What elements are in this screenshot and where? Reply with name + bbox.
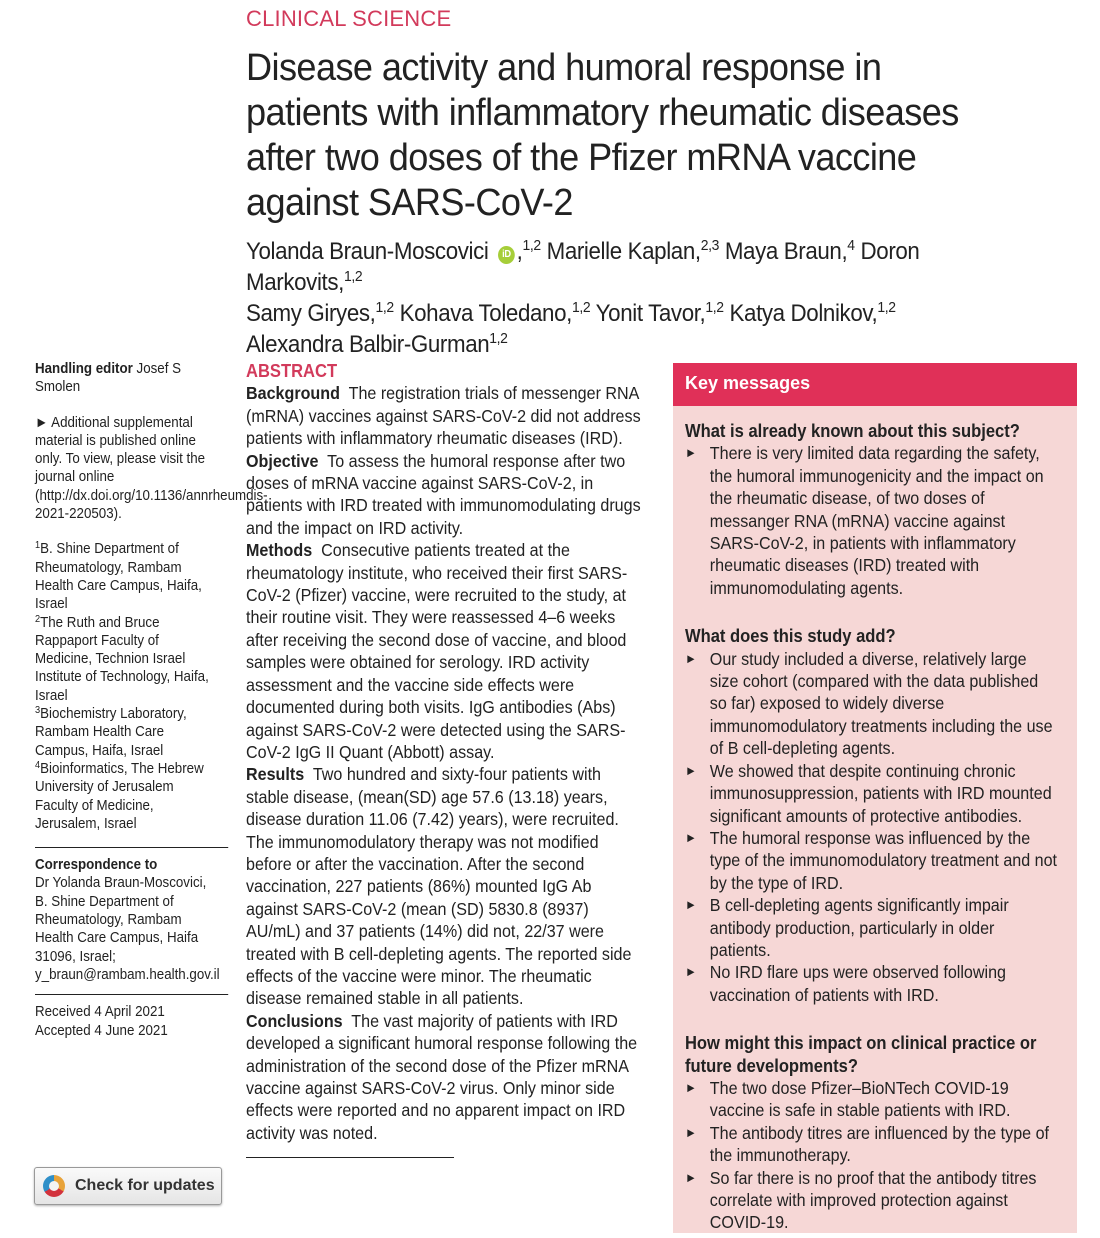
- handling-editor-label: Handling editor: [35, 361, 133, 377]
- check-for-updates-button[interactable]: [34, 1167, 222, 1205]
- abstract-divider: [246, 1157, 454, 1158]
- abstract-heading: ABSTRACT: [246, 361, 338, 381]
- author-affil-sup: 1,2: [343, 268, 363, 285]
- sidebar-divider: [35, 994, 228, 995]
- abstract-results: Results Two hundred and sixty-four patients with stable disease, (mean(SD) age 57.6 (13.18) years, disease duration 11.06 (7.42) years), were recruited. The immunomodulatory therapy was not modified before or after the vaccination. After the second vaccination, 227 patients (86%) mounted IgG Ab against SARS-CoV-2 (mean (SD) 5830.8 (8937) AU/mL) and 37 patients (14%) did not, 22/37 were treated with B cell-depleting agents. The reported side effects of the vaccine were minor. The rheumatic disease remained stable in all patients.: [246, 764, 632, 1009]
- affiliation-item: $^2$The Ruth and Bruce Rappaport Faculty of Medicine, Technion Israel Institute of Technology, Haifa, Israel: [35, 613, 209, 704]
- key-item: ► B cell-depleting agents significantly impair antibody production, particularly in older patients.: [685, 894, 1058, 961]
- key-list: [685, 648, 1058, 1007]
- abstract-objective: Objective To assess the humoral response after two doses of mRNA vaccine against SARS-CoV-2, in patients with IRD treated with immunomodulating drugs and the impact on IRD activity.: [246, 450, 641, 538]
- abstract-background: Background The registration trials of messenger RNA (mRNA) vaccines against SARS-CoV-2 did not address patients with inflammatory rheumatic diseases (IRD).: [246, 383, 641, 449]
- author-affil-sup: 2,3: [700, 237, 719, 254]
- orcid-icon[interactable]: iD: [498, 246, 515, 264]
- author-affil-sup: 1,2: [571, 299, 591, 316]
- affiliations: [35, 540, 219, 833]
- correspondence-label: Correspondence to: [35, 857, 158, 874]
- author-affil-sup: 1,2: [705, 299, 724, 316]
- author-name[interactable]: Doron Markovits,: [246, 238, 920, 296]
- author-name[interactable]: Kohava Toledano,: [399, 300, 572, 327]
- author-name[interactable]: Yonit Tavor,: [595, 300, 706, 327]
- author-affil-sup: 1,2: [489, 330, 508, 347]
- crossmark-icon: [43, 1175, 65, 1197]
- key-item: ► The humoral response was influenced by the type of the immunomodulatory treatment and not by the type of IRD.: [685, 827, 1058, 894]
- abstract-methods: Methods Consecutive patients treated at the rheumatology institute, who received their first SARS-CoV-2 (Pfizer) vaccine, were recruited to the study, at their routine visit. They were reassessed 4–6 weeks after receiving the second dose of vaccine, and blood samples were obtained for serology. IRD activity assessment and the vaccine side effects were documented during both visits. IgG antibodies (Abs) against SARS-CoV-2 were detected using the SARS-CoV-2 IgG II Quant (Abbott) assay.: [246, 540, 628, 762]
- sidebar: [35, 360, 268, 1040]
- accepted-date: Accepted 4 June 2021: [35, 1022, 168, 1039]
- handling-editor-name: Josef S Smolen: [35, 361, 182, 396]
- abstract-conclusions: Conclusions The vast majority of patients with IRD developed a significant humoral response following the administration of the second dose of the Pfizer mRNA vaccine against SARS-CoV-2 virus. Only minor side effects were reported and no apparent impact on IRD activity was noted.: [246, 1010, 638, 1143]
- correspondence-text[interactable]: Dr Yolanda Braun-Moscovici, B. Shine Department of Rheumatology, Rambam Health Care Campus, Haifa 31096, Israel; y_braun@rambam.health.gov.il: [35, 875, 220, 983]
- author-affil-sup: 1,2: [522, 237, 541, 254]
- key-messages-heading: Key messages: [673, 363, 1077, 403]
- key-list: [685, 442, 1058, 599]
- author-name[interactable]: Marielle Kaplan,: [546, 238, 701, 265]
- key-item: ► Our study included a diverse, relatively large size cohort (compared with the data published so far) exposed to widely diverse immunomodulatory treatments including the use of B cell-depleting agents.: [685, 648, 1058, 760]
- article-title: Disease activity and humoral response in patients with inflammatory rheumatic diseases after two doses of the Pfizer mRNA vaccine against SARS-CoV-2: [246, 47, 959, 224]
- key-list: [685, 1077, 1058, 1234]
- check-for-updates-label: Check for updates: [75, 1177, 215, 1194]
- author-list: Yolanda Braun-Moscovici iD ,$^{1,2}$ Marielle Kaplan,$^{2,3}$ Maya Braun,$^4$ Doron Markovits,$^{1,2}$ Samy Giryes,$^{1,2}$ Kohava Toledano,$^{1,2}$ Yonit Tavor,$^{1,2}$ Katya Dolnikov,$^{1,2}$ Alexandra Balbir-Gurman$^{1,2}$: [246, 237, 920, 358]
- author-name[interactable]: Katya Dolnikov,: [729, 300, 878, 327]
- affiliation-item: $^4$Bioinformatics, The Hebrew University of Jerusalem Faculty of Medicine, Jerusalem, Israel: [35, 759, 204, 832]
- section-label: CLINICAL SCIENCE: [246, 6, 452, 31]
- received-date: Received 4 April 2021: [35, 1004, 165, 1021]
- supplemental-note[interactable]: ► Additional supplemental material is published online only. To view, please visit the journal online (http://dx.doi.org/10.1136/annrheumdis-2021-220503).: [35, 414, 268, 523]
- handling-editor: [35, 360, 219, 397]
- key-item: ► No IRD flare ups were observed following vaccination of patients with IRD.: [685, 961, 1058, 1006]
- affiliation-item: $^3$Biochemistry Laboratory, Rambam Health Care Campus, Haifa, Israel: [35, 705, 187, 759]
- author-affil-sup: 1,2: [375, 299, 394, 316]
- author-name[interactable]: Maya Braun,: [724, 238, 848, 265]
- key-item: ► So far there is no proof that the antibody titres correlate with improved protection against COVID-19.: [685, 1167, 1058, 1234]
- author-affil-sup: 4: [847, 237, 855, 254]
- key-question: What is already known about this subject?: [684, 421, 1020, 441]
- sidebar-divider: [35, 847, 228, 848]
- key-question: How might this impact on clinical practice or future developments?: [684, 1033, 1037, 1076]
- key-item: ► We showed that despite continuing chronic immunosuppression, patients with IRD mounted significant amounts of protective antibodies.: [685, 760, 1058, 827]
- key-item: ► The antibody titres are influenced by the type of the immunotherapy.: [685, 1122, 1058, 1167]
- author-name[interactable]: Samy Giryes,: [246, 300, 376, 327]
- author-name[interactable]: Yolanda Braun-Moscovici: [246, 238, 489, 265]
- key-question: What does this study add?: [684, 626, 896, 647]
- key-messages-box: [673, 363, 1077, 1233]
- key-item: ► There is very limited data regarding the safety, the humoral immunogenicity and the impact on the rheumatic disease, of two doses of messanger RNA (mRNA) vaccine against SARS-CoV-2, in patients with inflammatory rheumatic diseases (IRD) treated with immunomodulating agents.: [685, 442, 1058, 599]
- key-item: ► The two dose Pfizer–BioNTech COVID-19 vaccine is safe in stable patients with IRD.: [685, 1077, 1058, 1122]
- author-name[interactable]: Alexandra Balbir-Gurman: [246, 331, 490, 358]
- affiliation-item: $^1$B. Shine Department of Rheumatology, Rambam Health Care Campus, Haifa, Israel: [35, 540, 202, 613]
- abstract: [246, 360, 642, 1144]
- author-affil-sup: 1,2: [877, 299, 896, 316]
